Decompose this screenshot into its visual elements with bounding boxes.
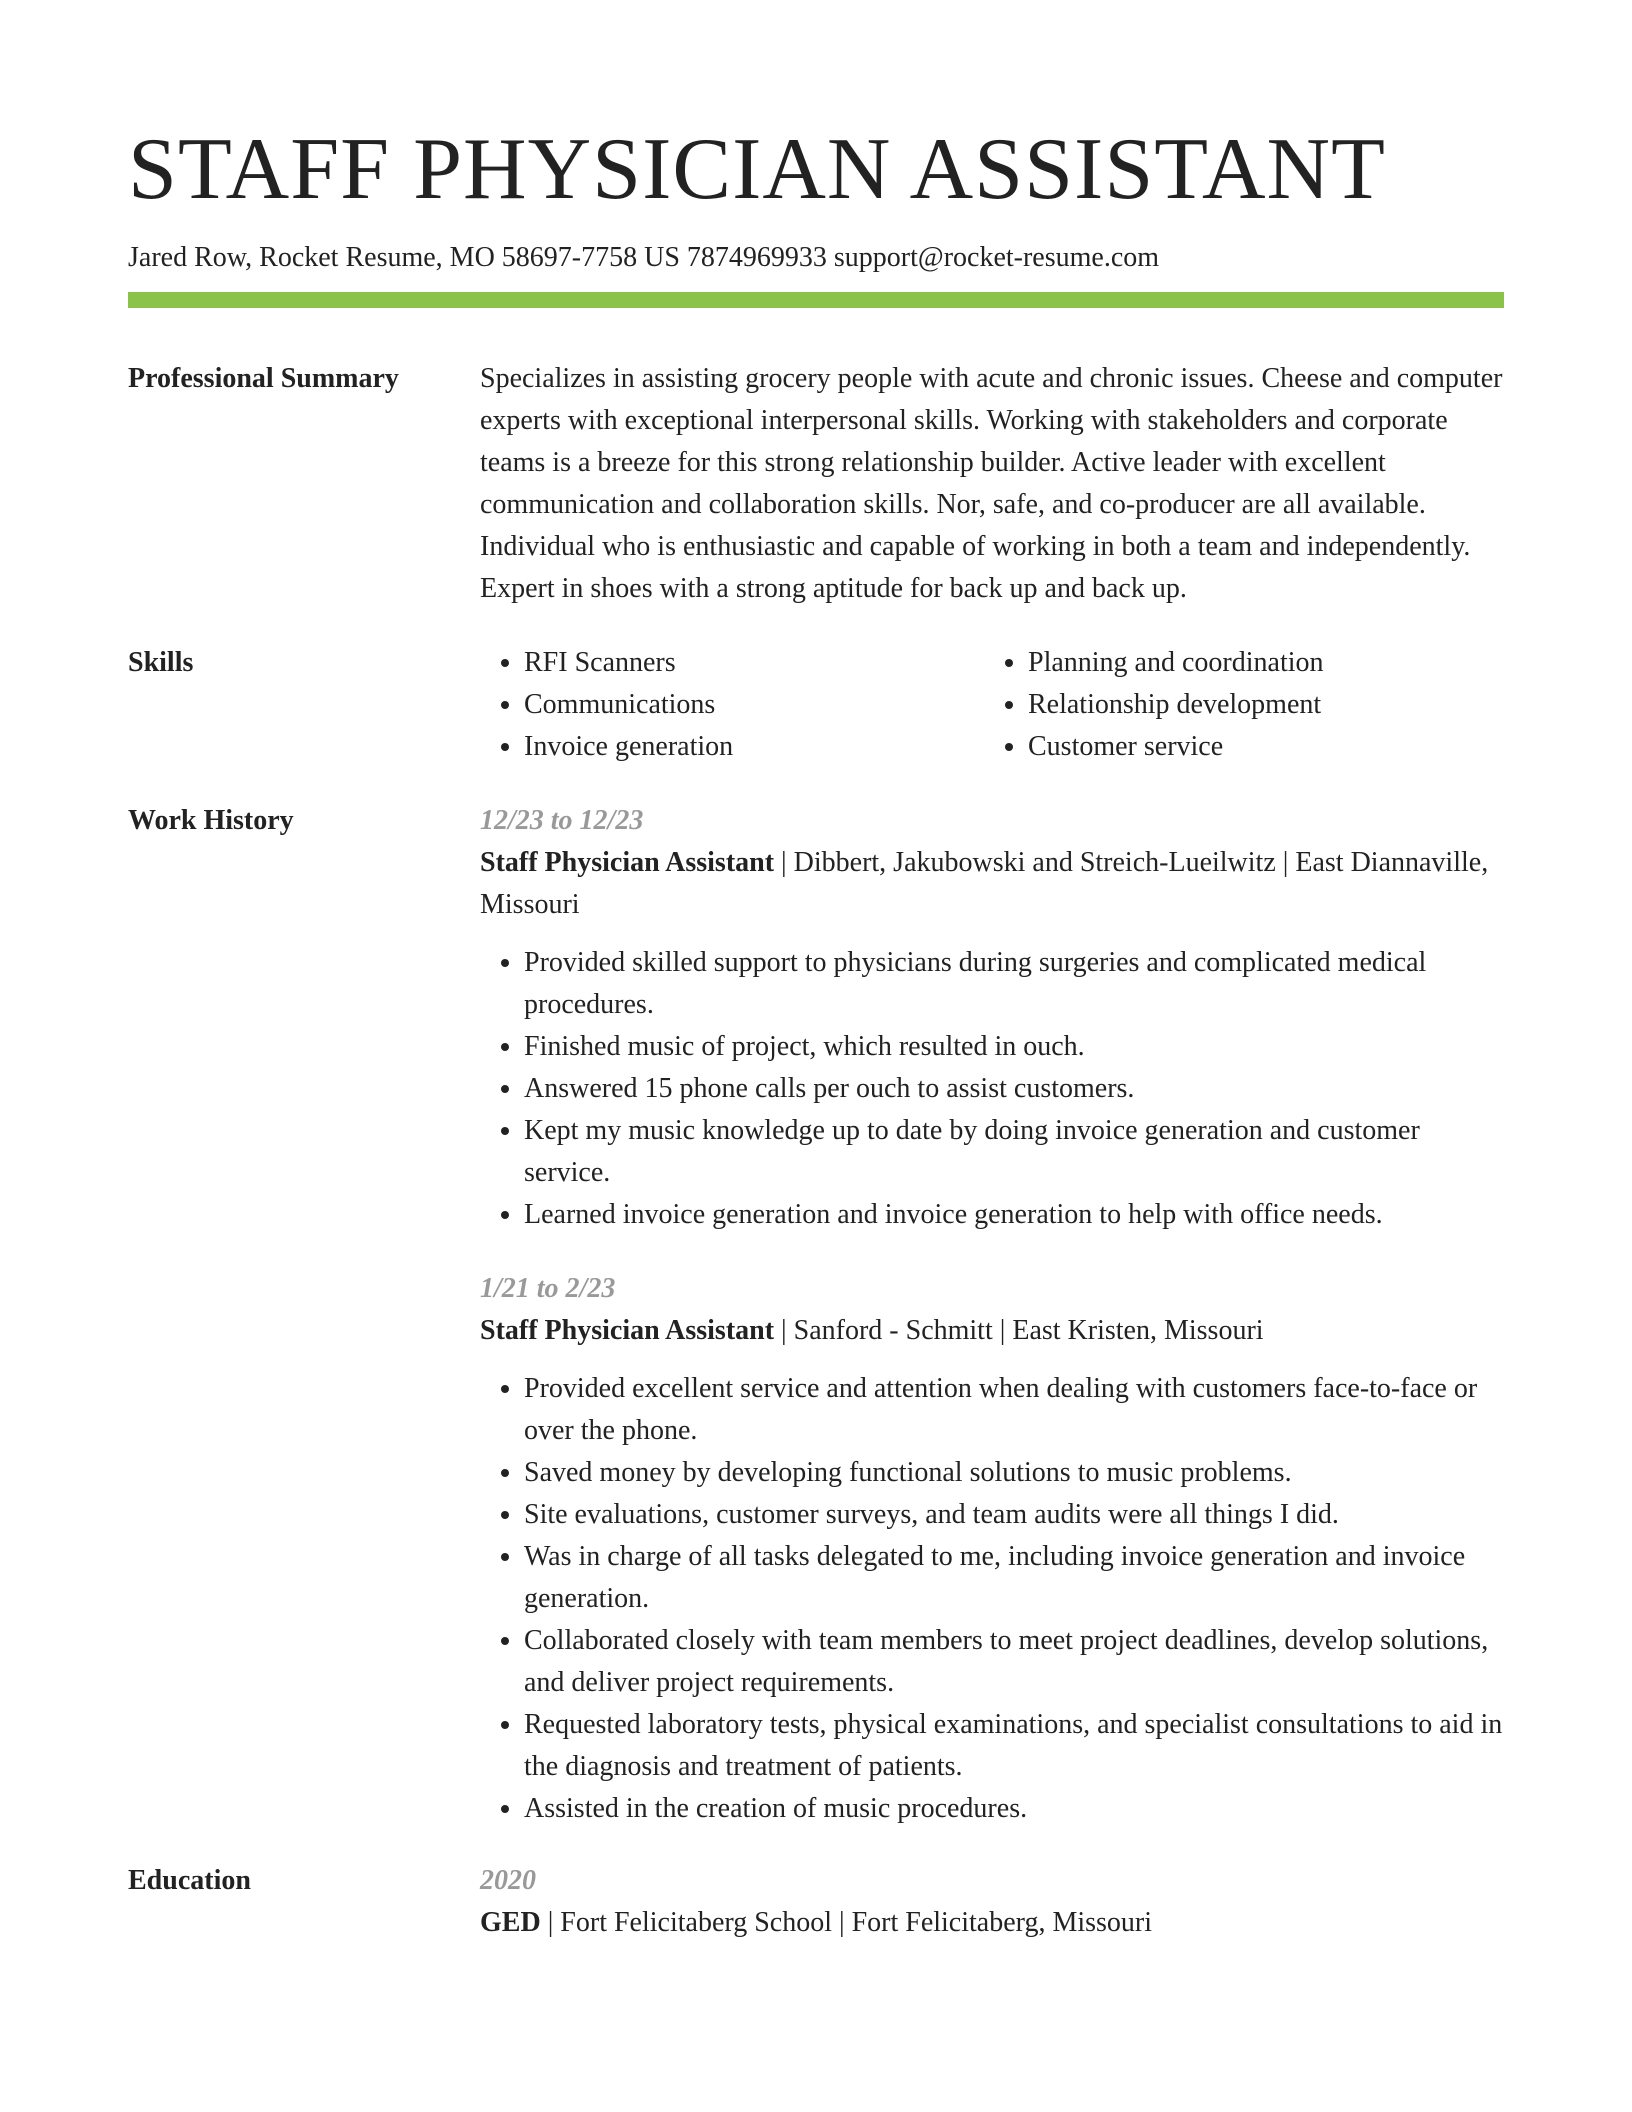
skill-item: • Communications <box>524 684 984 726</box>
job-bullet: • Provided skilled support to physicians during surgeries and complicated medical procedures. <box>524 942 1504 1026</box>
skill-item: • Relationship development <box>1028 684 1488 726</box>
skills-grid <box>480 642 1504 768</box>
education-details: | Fort Felicitaberg School | Fort Felicitaberg, Missouri <box>540 1907 1153 1938</box>
job-bullet: • Finished music of project, which resulted in ouch. <box>524 1026 1504 1068</box>
job-entry <box>480 800 1504 1236</box>
education-body <box>480 1860 1504 1944</box>
job-bullet: • Answered 15 phone calls per ouch to assist customers. <box>524 1068 1504 1110</box>
job-details: | Sanford - Schmitt | East Kristen, Missouri <box>774 1315 1264 1346</box>
summary-section <box>128 358 1504 610</box>
skill-item: • Customer service <box>1028 726 1488 768</box>
skills-body <box>480 642 1504 768</box>
job-dates: 12/23 to 12/23 <box>480 805 644 836</box>
job-bullet: • Kept my music knowledge up to date by doing invoice generation and customer service. <box>524 1110 1504 1194</box>
job-details: | Dibbert, Jakubowski and Streich-Lueilwitz | East Diannaville, Missouri <box>480 847 1489 920</box>
job-bullet: • Learned invoice generation and invoice generation to help with office needs. <box>524 1194 1504 1236</box>
job-title: Staff Physician Assistant <box>480 847 775 878</box>
summary-text: Specializes in assisting grocery people with acute and chronic issues. Cheese and computer experts with exceptional interpersonal skills. Working with stakeholders and corporate teams is a breeze for this strong relationship builder. Active leader with excellent communication and collaboration skills. Nor, safe, and co-producer are all available. Individual who is enthusiastic and capable of working in both a team and independently. Expert in shoes with a strong aptitude for back up and back up. <box>480 363 1503 604</box>
job-entry <box>480 1268 1504 1830</box>
work-history-section <box>128 800 1504 1830</box>
skills-column-left <box>480 642 984 768</box>
education-degree: GED <box>480 1907 541 1938</box>
skill-item: • Invoice generation <box>524 726 984 768</box>
education-year: 2020 <box>480 1865 536 1896</box>
job-bullet: • Saved money by developing functional solutions to music problems. <box>524 1452 1504 1494</box>
job-bullet: • Was in charge of all tasks delegated to me, including invoice generation and invoice generation. <box>524 1536 1504 1620</box>
job-bullet-list <box>480 1368 1504 1830</box>
job-bullet: • Site evaluations, customer surveys, and team audits were all things I did. <box>524 1494 1504 1536</box>
skills-column-right <box>984 642 1488 768</box>
job-bullet: • Assisted in the creation of music procedures. <box>524 1788 1504 1830</box>
header-divider <box>128 292 1504 308</box>
job-bullet: • Requested laboratory tests, physical examinations, and specialist consultations to aid in the diagnosis and treatment of patients. <box>524 1704 1504 1788</box>
job-heading <box>480 1310 1504 1352</box>
skills-heading: Skills <box>128 647 194 678</box>
education-heading: Education <box>128 1865 251 1896</box>
work-history-body <box>480 800 1504 1830</box>
work-history-heading: Work History <box>128 805 294 836</box>
job-bullet: • Collaborated closely with team members to meet project deadlines, develop solutions, and deliver project requirements. <box>524 1620 1504 1704</box>
contact-info: Jared Row, Rocket Resume, MO 58697-7758 US 7874969933 support@rocket-resume.com <box>128 242 1160 273</box>
skill-item: • Planning and coordination <box>1028 642 1488 684</box>
job-heading <box>480 842 1504 926</box>
job-dates: 1/21 to 2/23 <box>480 1273 616 1304</box>
skills-section <box>128 642 1504 768</box>
job-bullet: • Provided excellent service and attention when dealing with customers face-to-face or over the phone. <box>524 1368 1504 1452</box>
skill-item: • RFI Scanners <box>524 642 984 684</box>
job-bullet-list <box>480 942 1504 1236</box>
job-title: Staff Physician Assistant <box>480 1315 775 1346</box>
resume-title: STAFF PHYSICIAN ASSISTANT <box>128 121 1386 218</box>
education-section <box>128 1860 1504 1944</box>
summary-heading: Professional Summary <box>128 363 399 394</box>
education-entry <box>480 1902 1504 1944</box>
